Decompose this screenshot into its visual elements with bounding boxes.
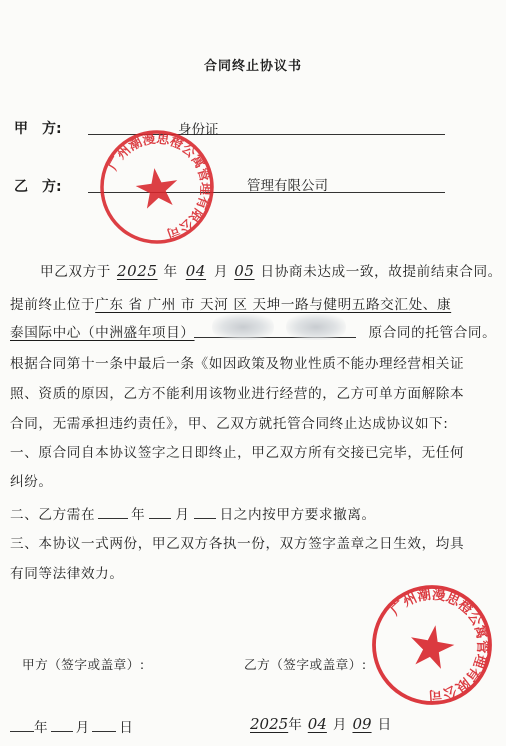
para-line-10: 三、本协议一式两份，甲乙双方各执一份，双方签字盖章之日生效，均具	[10, 536, 465, 552]
para-line-2: 提前终止位于广东 省 广州 市 天河 区 天坤一路与健明五路交汇处、康	[10, 297, 452, 313]
redaction-blur-1	[212, 314, 274, 340]
party-b-value: 管理有限公司	[247, 178, 328, 194]
company-seal-2	[360, 573, 504, 717]
para-line-5: 照、资质的原因，乙方不能利用该物业进行经营的，乙方可单方面解除本	[10, 386, 465, 402]
para-line-3: 泰国际中心（中洲盛年项目） 原合同的托管合同。	[10, 325, 497, 341]
party-b-date: 2025年 04 月 09 日	[250, 715, 392, 733]
para-line-4: 根据合同第十一条中最后一条《如因政策及物业性质不能办理经营相关证	[10, 356, 465, 372]
document-title: 合同终止协议书	[203, 59, 302, 74]
para-line-9: 二、乙方需在 年 月 日之内按甲方要求撤离。	[10, 507, 376, 523]
para-line-11: 有同等法律效力。	[10, 566, 124, 582]
party-a-label: 甲 方:	[14, 121, 62, 137]
redaction-blur-2	[286, 314, 346, 340]
para-line-1: 甲乙双方于 2025 年 04 月 05 日协商未达成一致，故提前结束合同。	[40, 262, 502, 280]
party-a-signature-label: 甲方（签字或盖章）:	[22, 657, 145, 672]
para-line-7: 一、原合同自本协议签字之日即终止，甲乙双方所有交接已完毕，无任何	[10, 445, 465, 461]
seal-2-text: 广州潮漫思橙公寓管理有限公司	[387, 586, 491, 704]
party-b-signature-label: 乙方（签字或盖章）:	[244, 657, 367, 672]
company-seal-1	[90, 120, 223, 253]
party-b-label: 乙 方:	[14, 179, 62, 195]
seal-1-text: 广州潮漫思橙公寓管理有限公司	[105, 131, 213, 241]
party-a-value: 身份证	[178, 122, 219, 138]
para-line-6: 合同，无需承担违约责任》，甲、乙双方就托管合同终止达成协议如下:	[10, 416, 449, 432]
para-line-8: 纠纷。	[10, 474, 53, 490]
party-a-date: 年 月 日	[10, 716, 133, 736]
